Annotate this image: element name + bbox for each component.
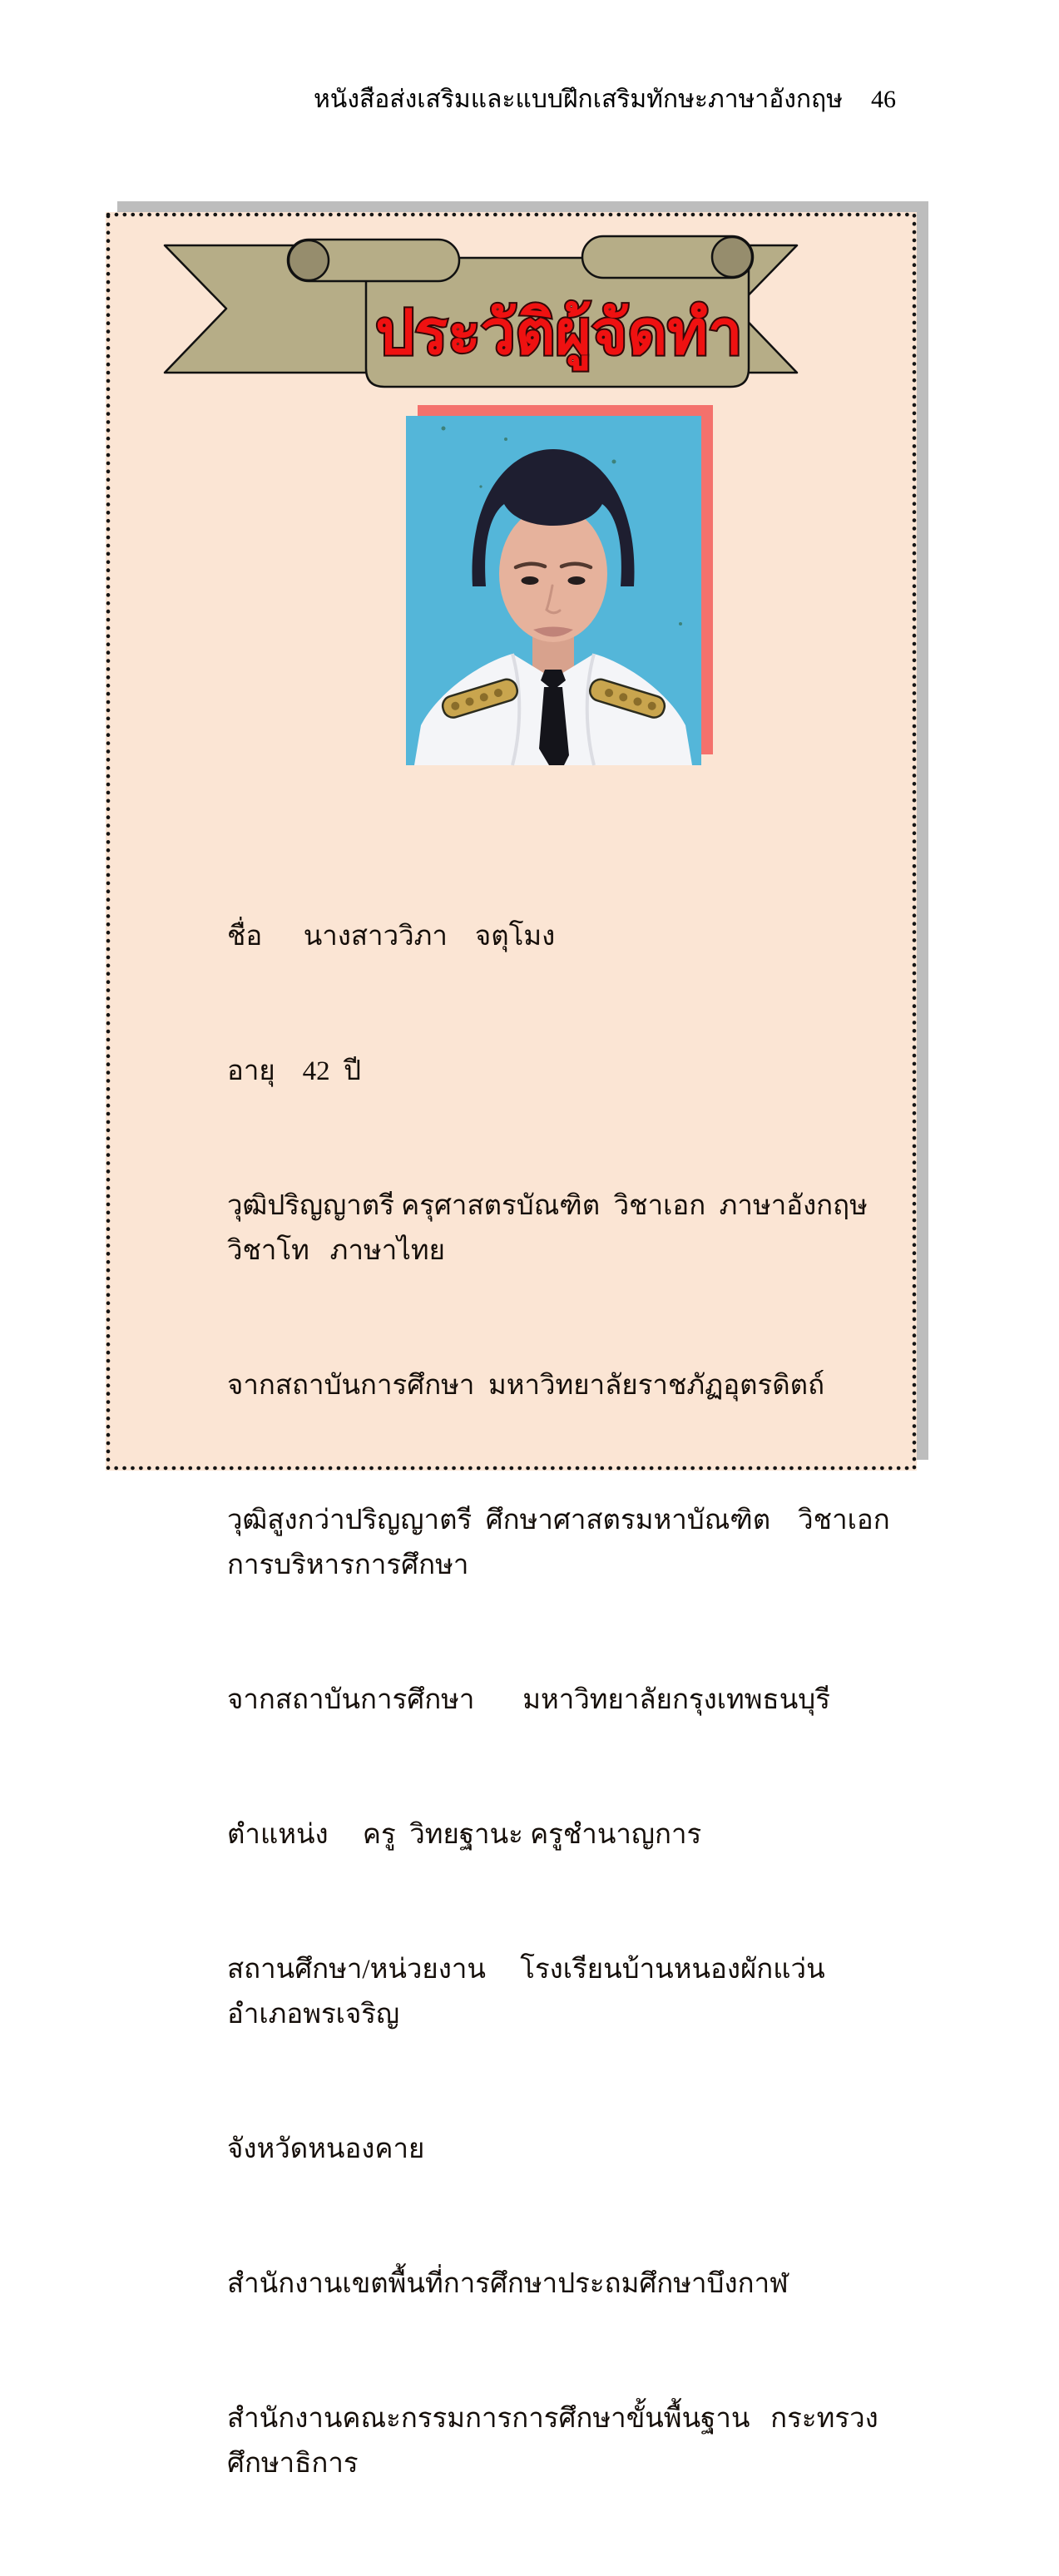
ribbon-left-roll-end [289,240,329,280]
header-page-number: 46 [871,86,896,113]
right-eye [568,576,586,585]
bio-line-bachelor-institution: จากสถาบันการศึกษา มหาวิทยาลัยราชภัฏอุตรดิตถ์ [227,1371,825,1401]
bio-line-master-institution: จากสถาบันการศึกษา มหาวิทยาลัยกรุงเทพธนบุรี [227,1685,830,1715]
banner-title: ประวัติผู้จัดทำ [375,297,743,368]
biography-text [227,824,926,2576]
author-portrait-photo [406,416,701,765]
bio-line-position: ตำแหน่ง ครู วิทยฐานะ ครูชำนาญการ [227,1820,702,1850]
biography-box [106,212,917,2479]
bio-line-education-area: สำนักงานเขตพื้นที่การศึกษาประถมศึกษาบึงกาฬ [227,2269,789,2299]
banner-ribbon [106,233,917,428]
bio-line-age: อายุ 42 ปี [227,1056,362,1086]
ribbon-right-roll-end [712,237,752,277]
bio-line-bachelor-degree: วุฒิปริญญาตรี ครุศาสตรบัณฑิต วิชาเอก ภาษาอังกฤษ วิชาโท ภาษาไทย [227,1191,895,1266]
bio-line-master-degree: วุฒิสูงกว่าปริญญาตรี ศึกษาศาสตรมหาบัณฑิต วิชาเอก การบริหารการศึกษา [227,1506,911,1580]
page-header [0,80,1059,119]
bio-line-school: สถานศึกษา/หน่วยงาน โรงเรียนบ้านหนองผักแว่น อำเภอพรเจริญ [227,1955,853,2030]
bio-line-name: ชื่อ นางสาววิภา จตุโมง [227,922,556,952]
bio-line-ministry: สำนักงานคณะกรรมการการศึกษาขั้นพื้นฐาน กระทรวงศึกษาธิการ [227,2404,878,2479]
bio-line-province: จังหวัดหนองคาย [227,2134,425,2164]
face [499,506,607,642]
header-title: หนังสือส่งเสริมและแบบฝึกเสริมทักษะภาษาอังกฤษ [314,86,843,113]
photo-block [406,405,713,766]
left-eye [522,576,539,585]
